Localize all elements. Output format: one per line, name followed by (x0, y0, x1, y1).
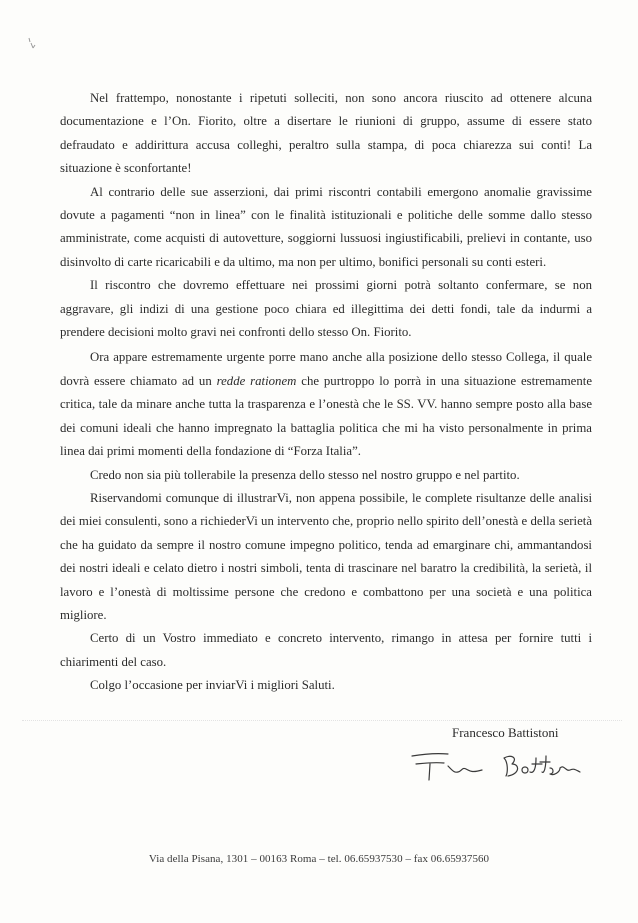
paragraph-4-start: Ora appare estremamente urgente porre mano anche alla posizione dello stesso Collega, il quale dovrà essere chiamato ad un (60, 350, 592, 388)
paragraph-1: Nel frattempo, nonostante i ripetuti solleciti, non sono ancora riuscito ad ottenere alcuna documentazione e l’On. Fiorito, oltre a disertare le riunioni di gruppo, assume di essere stato defraudato e addirittura accusa colleghi, peraltro sulla stampa, di poca chiarezza sui conti! La situazione è sconfortante! (60, 91, 592, 176)
paragraph-4-end: che purtroppo lo porrà in una situazione estremamente critica, tale da minare anche tutta la trasparenza e l’onestà che le SS. VV. hanno sempre posto alla base dei comuni ideali che hanno impregnato la battaglia politica che mi ha visto personalmente in prima linea dai primi momenti della fondazione di “Forza Italia”. (60, 373, 593, 459)
faint-divider (22, 720, 622, 722)
paragraph-7: Certo di un Vostro immediato e concreto intervento, rimango in attesa per fornire tutti i chiarimenti del caso. (60, 631, 592, 669)
paragraph-3: Il riscontro che dovremo effettuare nei prossimi giorni potrà soltanto confermare, se non aggravare, gli indizi di una gestione poco chiara ed illegittima dei detti fondi, tale da indurmi a prendere decisioni molto gravi nei confronti dello stesso On. Fiorito. (60, 278, 592, 340)
scan-artifact-mark (27, 36, 37, 50)
letterhead-footer: Via della Pisana, 1301 – 00163 Roma – tel. 06.65937530 – fax 06.65937560 (148, 853, 490, 865)
paragraph-4 (60, 346, 592, 463)
paragraph-4-latin-phrase: redde rationem (216, 373, 297, 388)
signer-name: Francesco Battistoni (452, 725, 559, 740)
paragraph-6: Riservandomi comunque di illustrarVi, non appena possibile, le complete risultanze delle analisi dei miei consulenti, sono a richiederVi un intervento che, proprio nello spirito dell’onestà e della serietà che ha guidato da sempre il nostro comune impegno politico, tenda ad emarginare chi, ammantandosi dei nostri ideali e celato dietro i nostri simboli, tenta di trascinare nel baratro la credibilità, la serietà, il lavoro e l’onestà di moltissime persone che credono e combattono per una società e una politica migliore. (60, 490, 592, 622)
paragraph-5: Credo non sia più tollerabile la presenza dello stesso nel nostro gruppo e nel partito. (90, 467, 520, 482)
handwritten-signature (404, 742, 584, 792)
paragraph-2: Al contrario delle sue asserzioni, dai primi riscontri contabili emergono anomalie gravissime dovute a pagamenti “non in linea” con le finalità istituzionali e politiche delle somme dallo stesso amministrate, come acquisti di autovetture, soggiorni lussuosi ingiustificabili, prelievi in contante, uso disinvolto di carte ricaricabili e da ultimo, ma non per ultimo, bonifici personali su conti esteri. (60, 184, 592, 269)
paragraph-8: Colgo l’occasione per inviarVi i migliori Saluti. (90, 678, 335, 693)
letter-body (60, 87, 592, 698)
